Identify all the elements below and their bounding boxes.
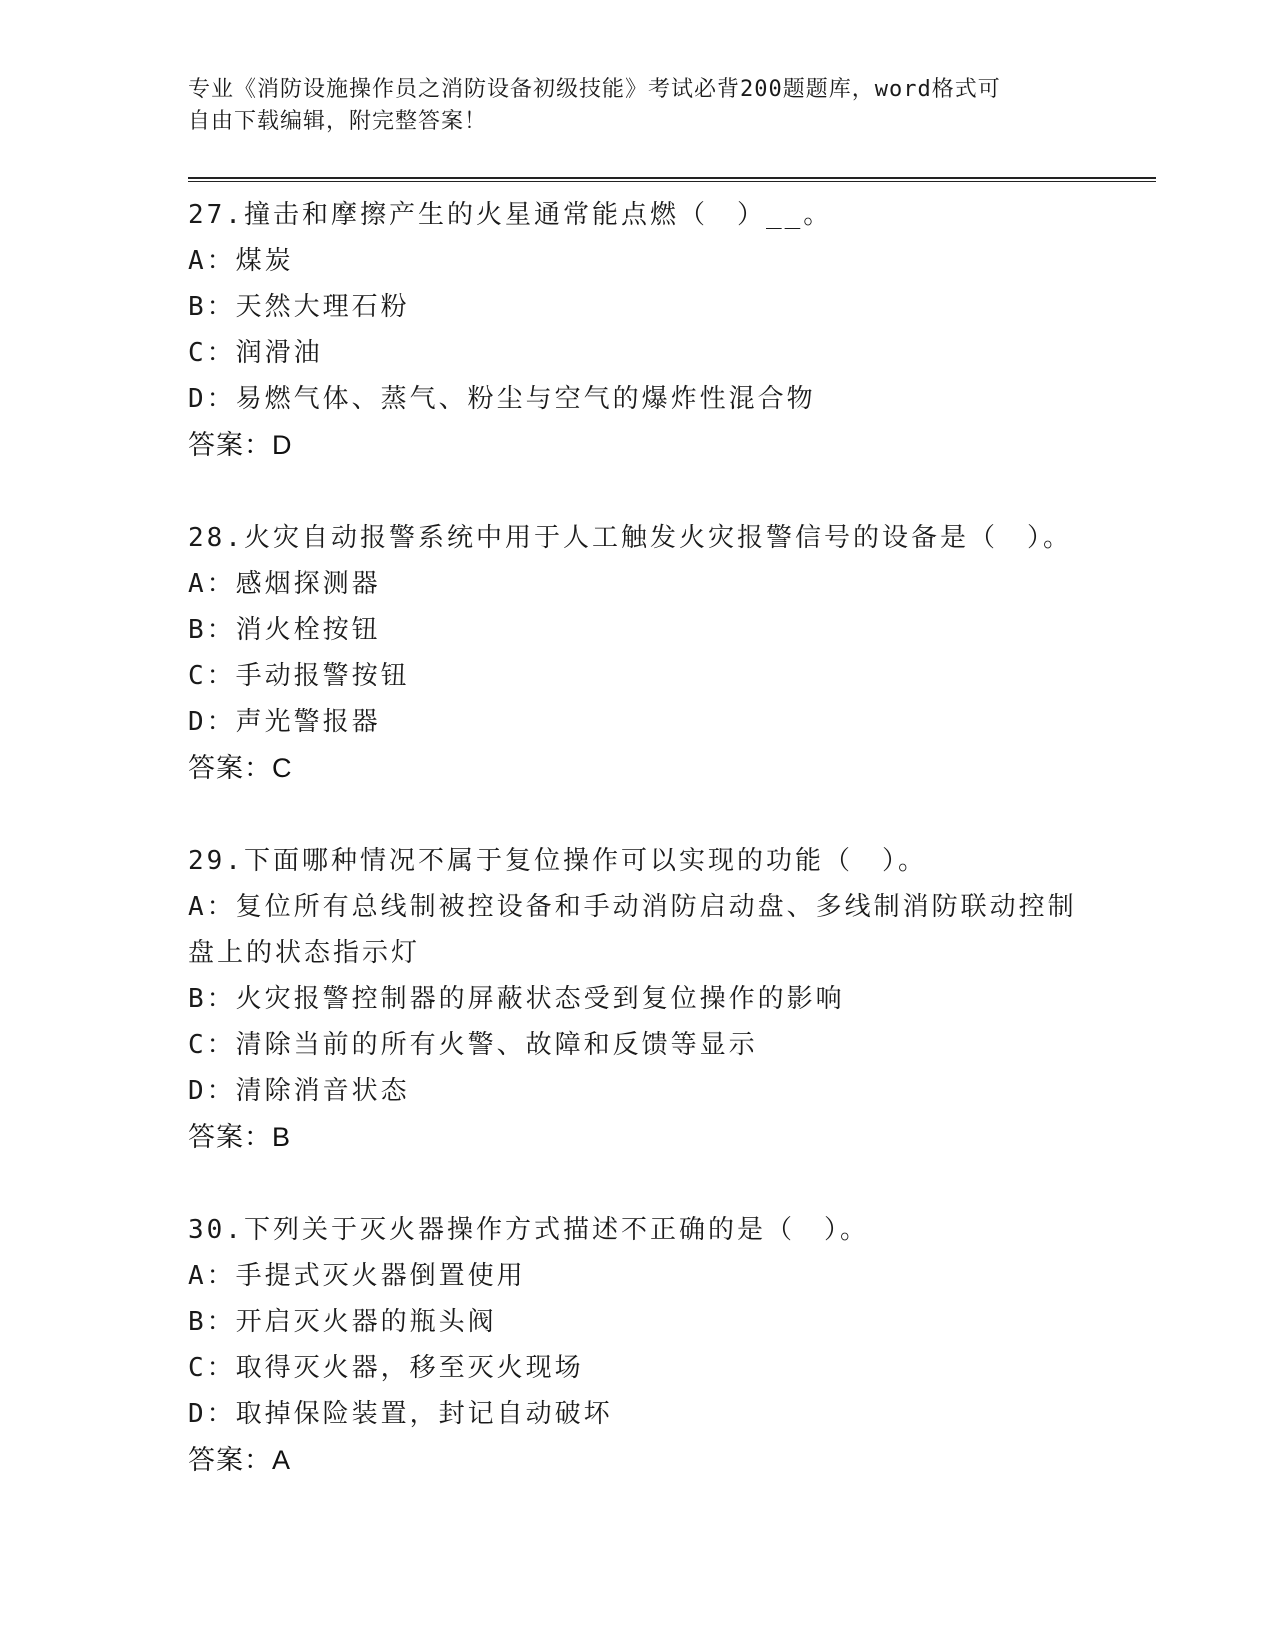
option-d: D：声光警报器 [188,707,381,737]
question-stem: 28.火灾自动报警系统中用于人工触发火灾报警信号的设备是（ ）。 [188,523,1072,553]
option-b: B：开启灭火器的瓶头阀 [188,1307,497,1337]
header-divider [188,177,1156,182]
option-a: A：感烟探测器 [188,569,381,599]
question-stem: 27.撞击和摩擦产生的火星通常能点燃（ ）__。 [188,200,833,230]
option-c: C：润滑油 [188,338,323,368]
question-27 [188,192,1088,468]
answer-label: 答案：A [188,1445,292,1475]
option-a: A：手提式灭火器倒置使用 [188,1261,526,1291]
option-c: C：手动报警按钮 [188,661,410,691]
question-stem: 29.下面哪种情况不属于复位操作可以实现的功能（ ）。 [188,846,927,876]
option-b: B：天然大理石粉 [188,292,410,322]
option-d: D：取掉保险装置，封记自动破坏 [188,1399,613,1429]
option-c: C：清除当前的所有火警、故障和反馈等显示 [188,1030,758,1060]
question-30 [188,1207,1088,1483]
answer-label: 答案：C [188,753,293,783]
answer-label: 答案：D [188,430,293,460]
answer-label: 答案：B [188,1122,292,1152]
option-a: A：复位所有总线制被控设备和手动消防启动盘、多线制消防联动控制盘上的状态指示灯 [188,892,1077,968]
option-d: D：清除消音状态 [188,1076,410,1106]
header-line-1: 专业《消防设施操作员之消防设备初级技能》考试必背200题题库，word格式可 [188,77,1001,102]
header-line-2: 自由下载编辑，附完整答案！ [188,109,488,134]
question-stem: 30.下列关于灭火器操作方式描述不正确的是（ ）。 [188,1215,869,1245]
question-28 [188,515,1088,791]
option-b: B：火灾报警控制器的屏蔽状态受到复位操作的影响 [188,984,845,1014]
question-29 [188,838,1088,1160]
option-d: D：易燃气体、蒸气、粉尘与空气的爆炸性混合物 [188,384,816,414]
question-list [188,192,1088,1530]
option-c: C：取得灭火器，移至灭火现场 [188,1353,584,1383]
option-b: B：消火栓按钮 [188,615,381,645]
document-header [188,74,1088,138]
option-a: A：煤炭 [188,246,294,276]
